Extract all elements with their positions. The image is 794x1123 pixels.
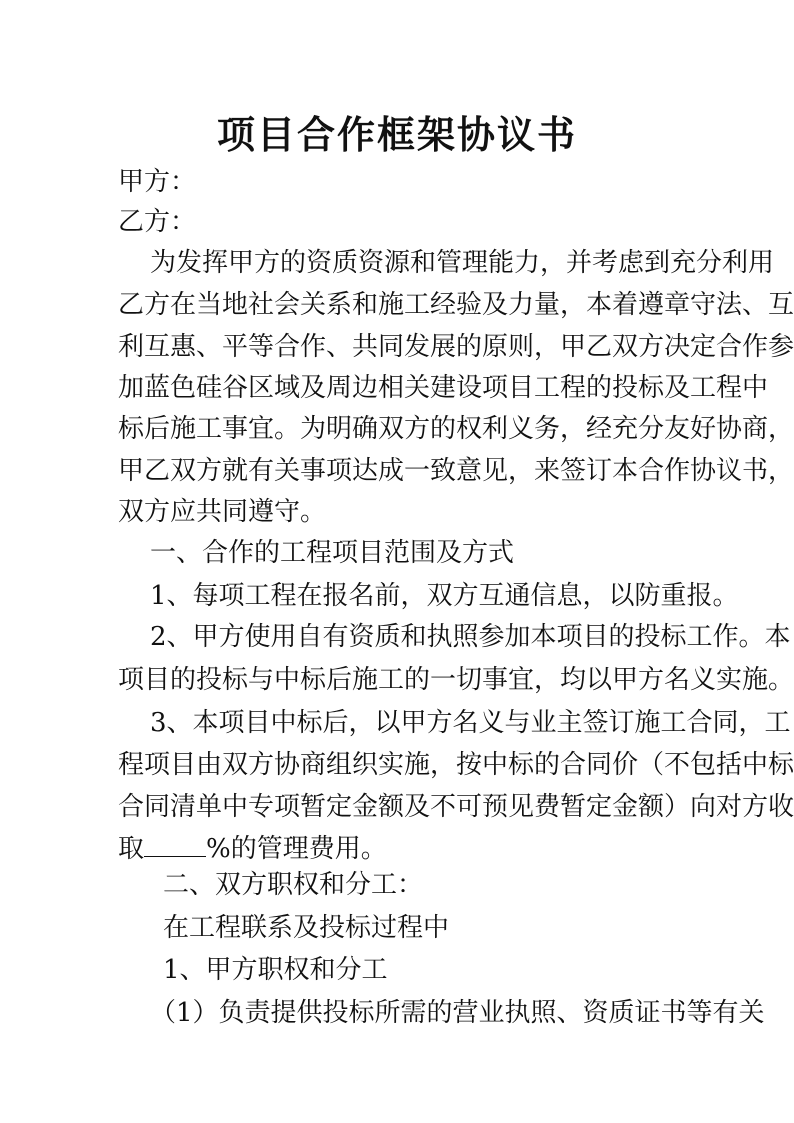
section1-item3-line: 3、本项目中标后，以甲方名义与业主签订施工合同，工 (150, 708, 791, 738)
section1-item3-last-line (118, 832, 675, 864)
section1-item3-line: 合同清单中专项暂定金额及不可预见费暂定金额）向对方收 (118, 792, 794, 822)
section2-heading: 二、双方职权和分工： (163, 870, 424, 900)
section2-item1-1: （1）负责提供投标所需的营业执照、资质证书等有关 (150, 998, 765, 1028)
section1-item1: 1、每项工程在报名前，双方互通信息，以防重报。 (150, 581, 739, 611)
intro-line: 标后施工事宜。为明确双方的权利义务，经充分友好协商， (118, 414, 794, 444)
party-a-label: 甲方： (118, 167, 197, 197)
section1-item3-line: 程项目由双方协商组织实施，按中标的合同价（不包括中标 (118, 750, 794, 780)
intro-line: 利互惠、平等合作、共同发展的原则，甲乙双方决定合作参 (118, 332, 794, 362)
intro-line: 为发挥甲方的资质资源和管理能力，并考虑到充分利用 (150, 248, 775, 278)
fee-suffix: %的管理费用。 (206, 834, 387, 864)
section1-item2-line: 2、甲方使用自有资质和执照参加本项目的投标工作。本 (150, 622, 791, 652)
intro-line: 甲乙双方就有关事项达成一致意见，来签订本合作协议书， (118, 456, 794, 486)
section2-item1: 1、甲方职权和分工 (163, 955, 388, 985)
fee-percentage-blank (144, 832, 206, 857)
intro-line: 加蓝色硅谷区域及周边相关建设项目工程的投标及工程中 (118, 373, 769, 403)
section1-item2-line: 项目的投标与中标后施工的一切事宜，均以甲方名义实施。 (118, 665, 794, 695)
party-b-label: 乙方： (118, 207, 197, 237)
document-title: 项目合作框架协议书 (216, 112, 577, 157)
section2-sub: 在工程联系及投标过程中 (163, 913, 450, 943)
section1-heading: 一、合作的工程项目范围及方式 (150, 538, 515, 568)
intro-line: 乙方在当地社会关系和施工经验及力量，本着遵章守法、互 (118, 290, 794, 320)
fee-prefix: 取 (118, 834, 145, 864)
intro-line: 双方应共同遵守。 (118, 497, 327, 527)
